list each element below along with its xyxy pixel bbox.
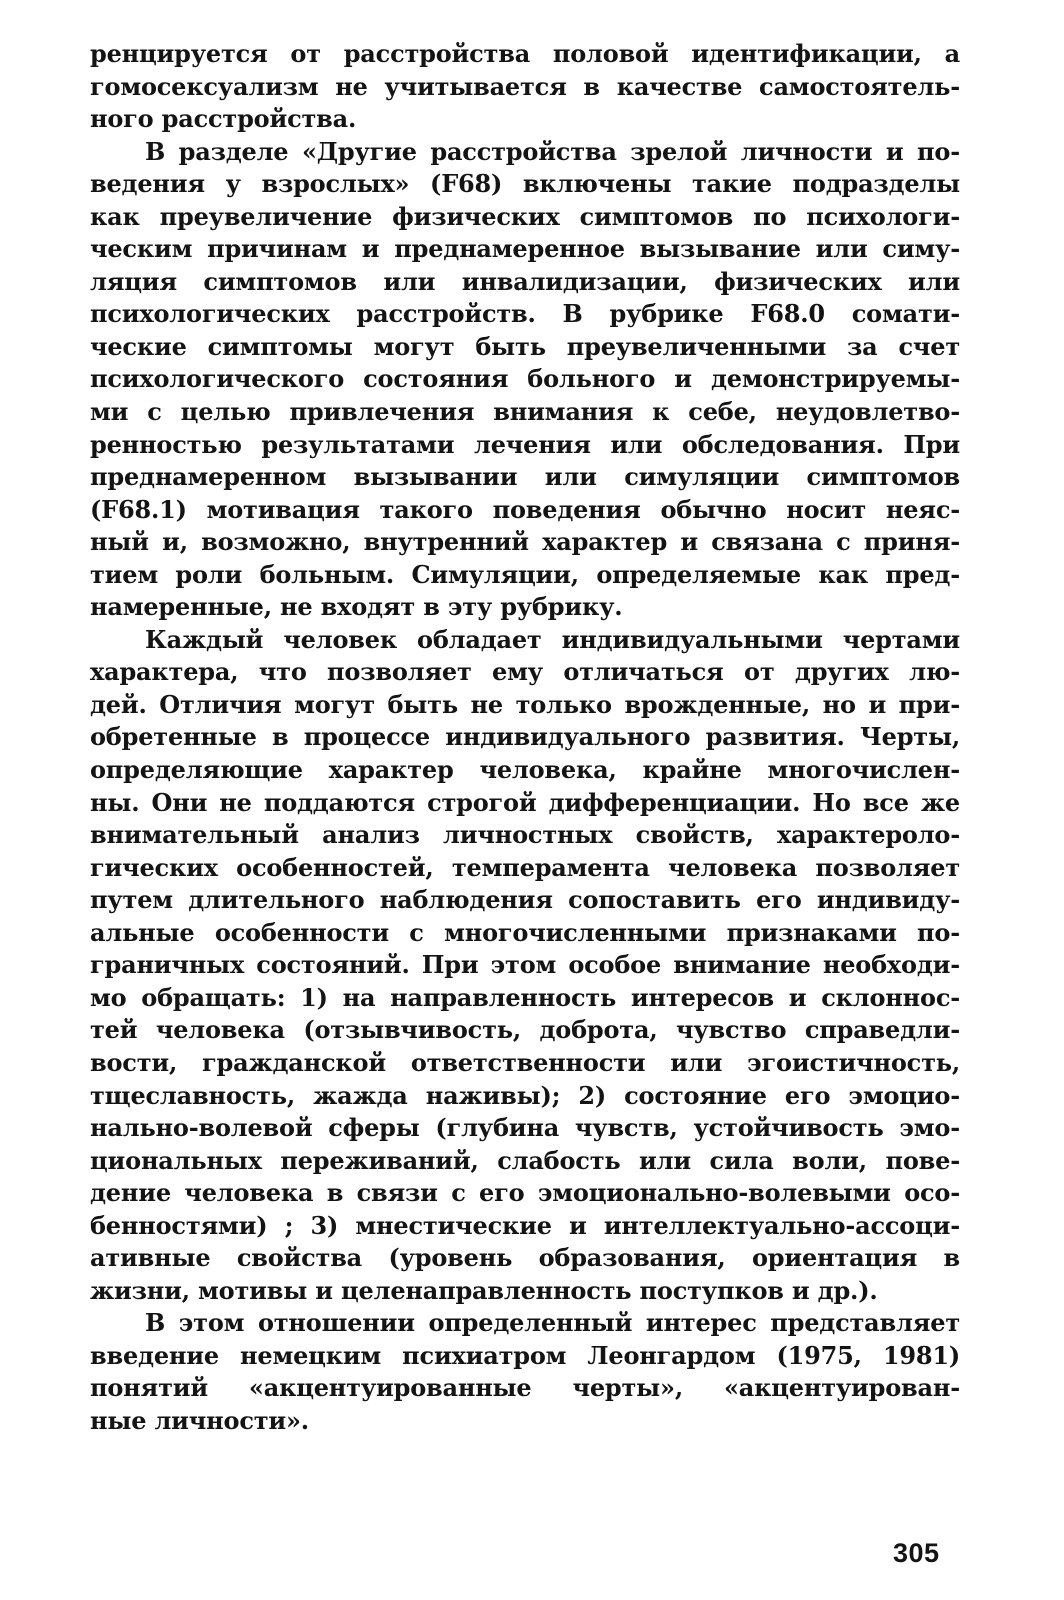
text-line: гомосексуализм не учитывается в качестве самостоятель- xyxy=(90,71,960,101)
text-line: ные личности». xyxy=(90,1405,309,1435)
text-line: ведения у взрослых» (F68) включены такие подразделы xyxy=(90,169,960,199)
text-line: введение немецким психиатром Леонгардом (1975, 1981) xyxy=(90,1340,960,1370)
text-line: как преувеличение физических симптомов по психологи- xyxy=(90,201,960,231)
text-line: психологических расстройств. В рубрике F68.0 сомати- xyxy=(90,299,960,329)
text-line: В этом отношении определенный интерес представляет xyxy=(145,1308,960,1338)
text-line: ны. Они не поддаются строгой дифференциации. Но все же xyxy=(90,787,960,817)
text-line: ляция симптомов или инвалидизации, физических или xyxy=(90,266,960,296)
text-line: дей. Отличия могут быть не только врожденные, но и при- xyxy=(90,689,960,719)
text-line: граничных состояний. При этом особое внимание необходи- xyxy=(90,950,960,980)
text-line: характера, что позволяет ему отличаться от других лю- xyxy=(90,657,960,687)
text-line: намеренные, не входят в эту рубрику. xyxy=(90,592,623,622)
text-line: внимательный анализ личностных свойств, характероло- xyxy=(90,820,960,850)
text-line: циональных переживаний, слабость или сила воли, пове- xyxy=(90,1145,960,1175)
text-line: ного расстройства. xyxy=(90,104,357,134)
text-line: тей человека (отзывчивость, доброта, чувство справедли- xyxy=(90,1015,960,1045)
text-line: ми с целью привлечения внимания к себе, неудовлетво- xyxy=(90,397,960,427)
body-text xyxy=(90,38,960,1438)
text-line: ческие симптомы могут быть преувеличенными за счет xyxy=(90,331,960,361)
text-line: жизни, мотивы и целенаправленность поступков и др.). xyxy=(90,1275,878,1305)
page-number: 305 xyxy=(893,1538,940,1568)
text-line: ренцируется от расстройства половой идентификации, а xyxy=(90,39,960,68)
text-line: бенностями) ; 3) мнестические и интеллектуально-ассоци- xyxy=(90,1210,960,1240)
text-line: психологического состояния больного и демонстрируемы- xyxy=(90,364,960,394)
text-line: В разделе «Другие расстройства зрелой личности и по- xyxy=(145,136,960,166)
text-line: путем длительного наблюдения сопоставить его индивиду- xyxy=(90,885,960,915)
text-line: понятий «акцентуированные черты», «акцентуирован- xyxy=(90,1373,960,1403)
text-line: Каждый человек обладает индивидуальными чертами xyxy=(145,624,960,654)
text-line: нально-волевой сферы (глубина чувств, устойчивость эмо- xyxy=(90,1113,960,1143)
text-line: определяющие характер человека, крайне многочислен- xyxy=(90,755,960,785)
text-line: ный и, возможно, внутренний характер и связана с приня- xyxy=(90,527,960,557)
text-line: мо обращать: 1) на направленность интересов и склоннос- xyxy=(90,982,960,1012)
text-line: преднамеренном вызывании или симуляции симптомов xyxy=(90,462,960,492)
text-line: ренностью результатами лечения или обследования. При xyxy=(90,429,960,459)
text-line: тием роли больным. Симуляции, определяемые как пред- xyxy=(90,559,960,589)
text-line: вости, гражданской ответственности или эгоистичность, xyxy=(90,1047,960,1077)
text-line: ативные свойства (уровень образования, ориентация в xyxy=(90,1243,960,1273)
text-line: гических особенностей, темперамента человека позволяет xyxy=(90,852,960,882)
text-line: обретенные в процессе индивидуального развития. Черты, xyxy=(90,722,960,752)
text-line: тщеславность, жажда наживы); 2) состояние его эмоцио- xyxy=(90,1080,960,1110)
text-line: альные особенности с многочисленными признаками по- xyxy=(90,917,960,947)
text-line: ческим причинам и преднамеренное вызывание или симу- xyxy=(90,234,960,264)
text-line: дение человека в связи с его эмоционально-волевыми осо- xyxy=(90,1178,960,1208)
text-line: (F68.1) мотивация такого поведения обычно носит неяс- xyxy=(90,494,960,524)
